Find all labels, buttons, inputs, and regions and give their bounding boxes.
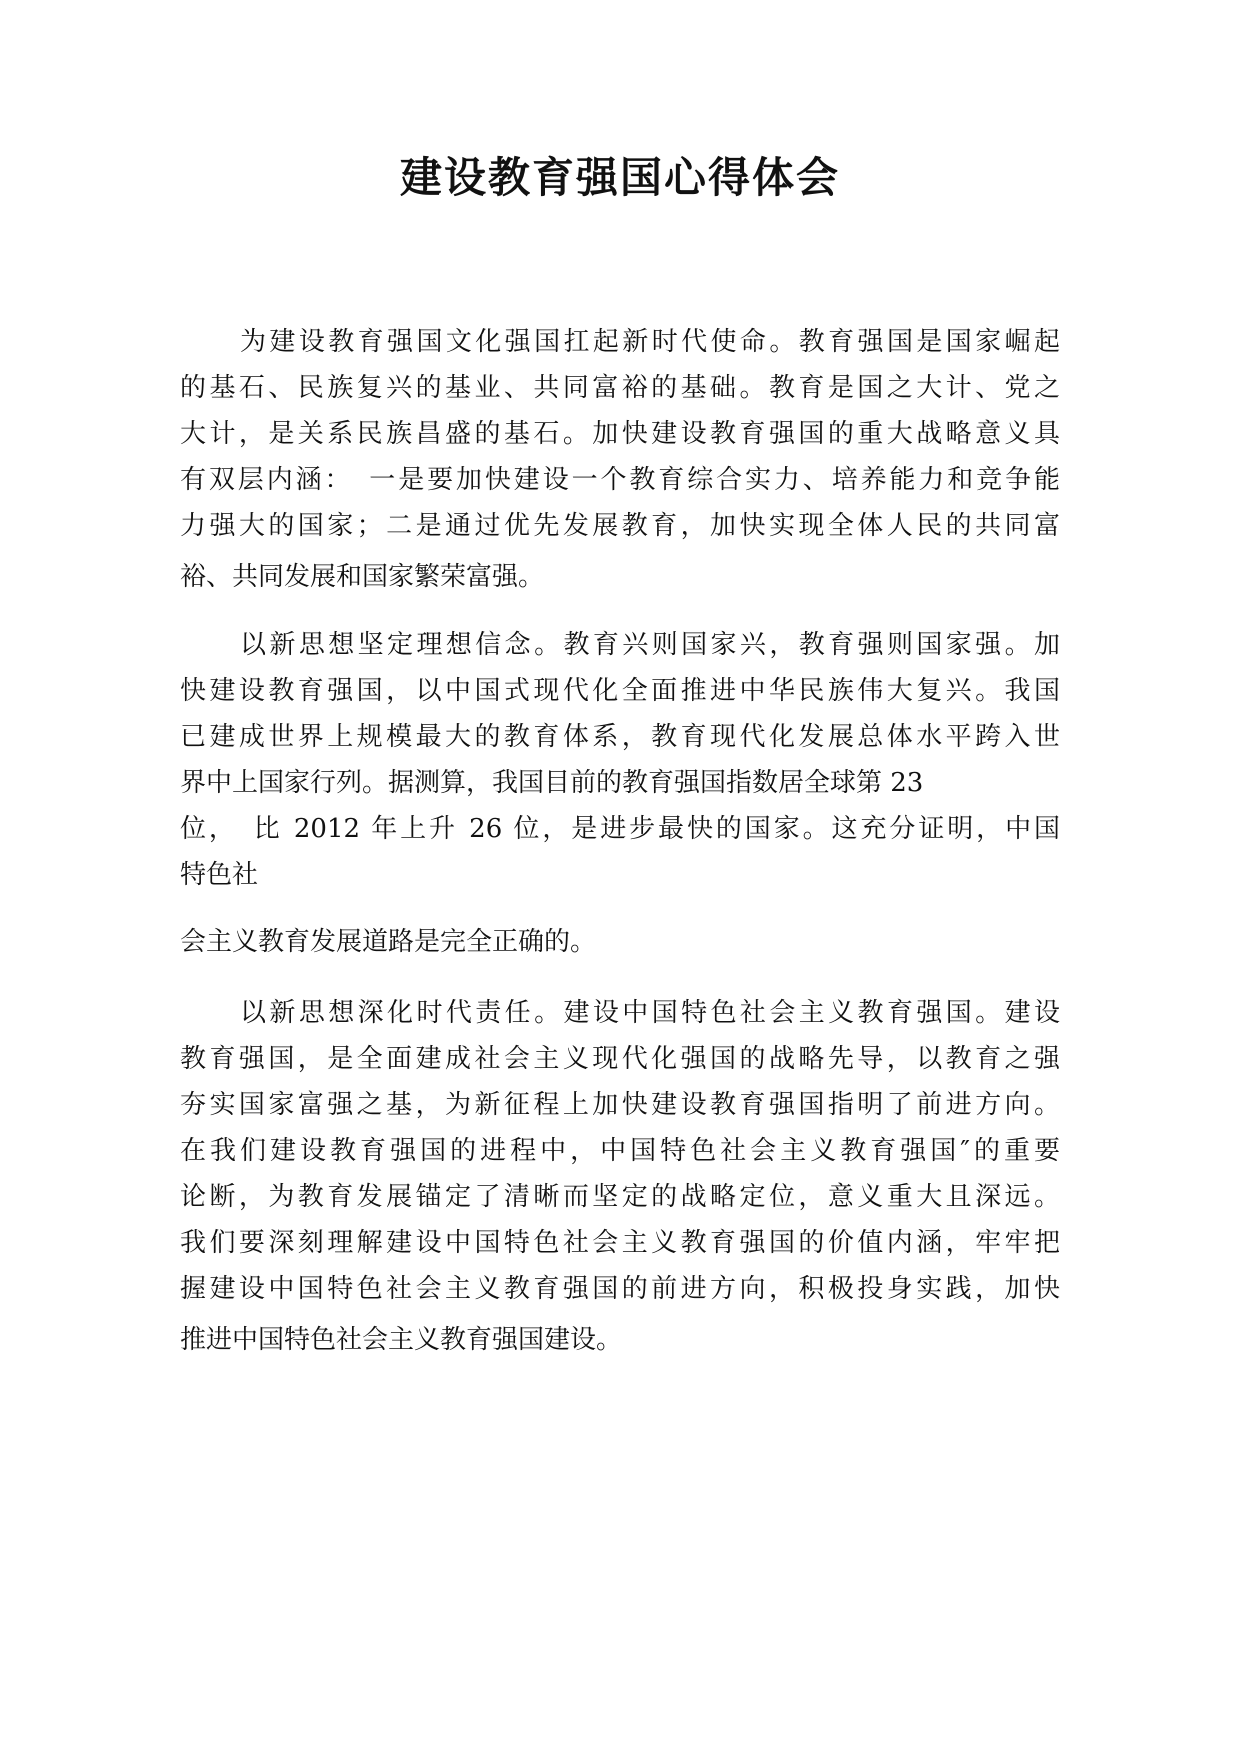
paragraph-line: 教育强国，是全面建成社会主义现代化强国的战略先导，以教育之强 (180, 1044, 1060, 1074)
document-title: 建设教育强国心得体会 (399, 153, 840, 202)
paragraph-line: 以新思想深化时代责任。建设中国特色社会主义教育强国。建设 (240, 998, 1060, 1028)
paragraph-line: 界中上国家行列。据测算，我国目前的教育强国指数居全球第 23 (180, 768, 924, 798)
paragraph-line: 在我们建设教育强国的进程中，中国特色社会主义教育强国″的重要 (180, 1136, 1060, 1166)
paragraph-line: 会主义教育发展道路是完全正确的。 (180, 927, 597, 957)
paragraph-line: 握建设中国特色社会主义教育强国的前进方向，积极投身实践，加快 (180, 1274, 1060, 1304)
paragraph-line: 我们要深刻理解建设中国特色社会主义教育强国的价值内涵，牢牢把 (180, 1228, 1060, 1258)
paragraph-line: 快建设教育强国，以中国式现代化全面推进中华民族伟大复兴。我国 (180, 676, 1060, 706)
paragraph-line: 的基石、民族复兴的基业、共同富裕的基础。教育是国之大计、党之 (180, 373, 1060, 403)
paragraph-line: 论断，为教育发展锚定了清晰而坚定的战略定位，意义重大且深远。 (180, 1182, 1060, 1212)
paragraph-line: 力强大的国家；二是通过优先发展教育，加快实现全体人民的共同富 (180, 511, 1060, 541)
paragraph-line: 位， 比 2012 年上升 26 位，是进步最快的国家。这充分证明，中国 (180, 814, 1060, 844)
paragraph-line: 已建成世界上规模最大的教育体系，教育现代化发展总体水平跨入世 (180, 722, 1060, 752)
paragraph-line: 为建设教育强国文化强国扛起新时代使命。教育强国是国家崛起 (240, 327, 1060, 357)
paragraph-line: 裕、共同发展和国家繁荣富强。 (180, 562, 545, 592)
paragraph-line: 有双层内涵： 一是要加快建设一个教育综合实力、培养能力和竞争能 (180, 465, 1060, 495)
paragraph-line: 大计，是关系民族昌盛的基石。加快建设教育强国的重大战略意义具 (180, 419, 1060, 449)
paragraph-line: 以新思想坚定理想信念。教育兴则国家兴，教育强则国家强。加 (240, 630, 1060, 660)
paragraph-line: 特色社 (180, 860, 259, 890)
paragraph-line: 夯实国家富强之基，为新征程上加快建设教育强国指明了前进方向。 (180, 1090, 1060, 1120)
paragraph-line: 推进中国特色社会主义教育强国建设。 (180, 1325, 623, 1355)
